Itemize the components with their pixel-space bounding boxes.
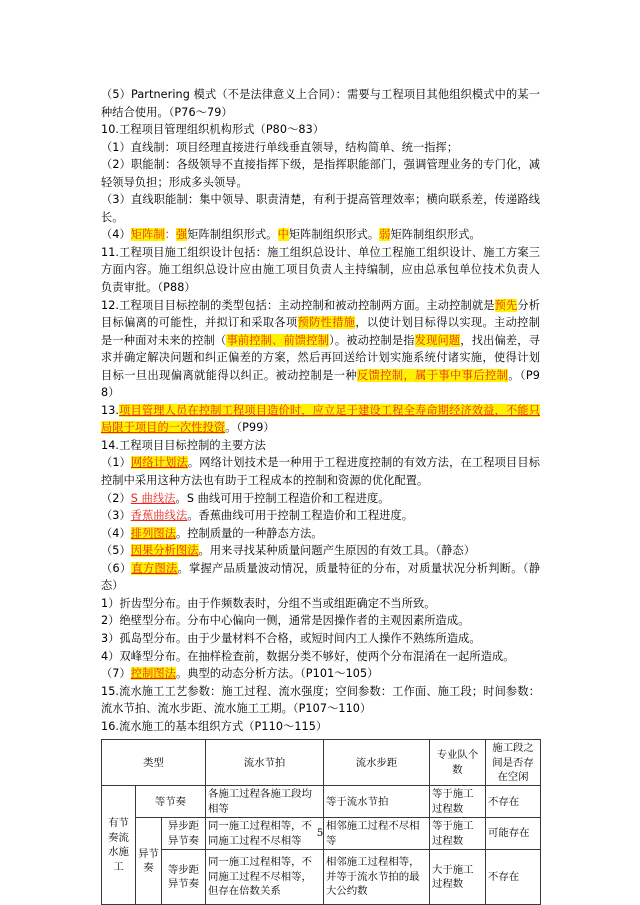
paragraph-item14-7 bbox=[101, 665, 540, 683]
list-marker: （4） bbox=[101, 526, 131, 540]
paragraph-item14-3 bbox=[101, 507, 540, 525]
highlight-medium: 中 bbox=[277, 228, 289, 242]
paragraph-item14-4 bbox=[101, 525, 540, 543]
paragraph-text: （1）直线制：项目经理直接进行单线垂直领导，结构简单、统一指挥； bbox=[101, 140, 459, 154]
paragraph-item12 bbox=[101, 297, 540, 402]
paragraph-text: 。（P99） bbox=[225, 421, 275, 435]
paragraph-item10-2 bbox=[101, 156, 540, 191]
paragraph-item14-5 bbox=[101, 542, 540, 560]
paragraph-text: 。（P98） bbox=[101, 368, 540, 400]
list-marker: （3） bbox=[101, 509, 131, 523]
paragraph-item11 bbox=[101, 244, 540, 297]
table-header-cell-step: 流水步距 bbox=[324, 740, 430, 786]
paragraph-item14-2 bbox=[101, 490, 540, 508]
paragraph-item14-6 bbox=[101, 560, 540, 595]
paragraph-text: （5）Partnering 模式（不是法律意义上合同）：需要与工程项目其他组织模式中的某一种结合使用。（P76～79） bbox=[101, 88, 540, 119]
paragraph-item10-heading bbox=[101, 121, 540, 139]
paragraph-text: （2）职能制：各级领导不直接指挥下级，是指挥职能部门，强调管理业务的专门化，减轻领导负担；形成多头领导。 bbox=[101, 158, 540, 189]
paragraph-distribution-2 bbox=[101, 612, 540, 630]
paragraph-text: 。典型的动态分析方法。（P101～105） bbox=[175, 667, 379, 681]
highlight-control-chart-method: 控制图法 bbox=[130, 667, 176, 681]
highlight-feedforward-control: 事前控制、前馈控制 bbox=[226, 333, 330, 347]
paragraph-item15 bbox=[101, 683, 540, 718]
highlight-pareto-method: 排列图法 bbox=[130, 526, 176, 540]
paragraph-text: 分析目标偏离的可能性，并拟订和采取各项 bbox=[101, 298, 541, 330]
list-marker: （4） bbox=[101, 228, 131, 242]
paragraph-text: 16.流水施工的基本组织方式（P110～115） bbox=[101, 719, 328, 733]
paragraph-text: 。掌握产品质量波动情况，质量特征的分布，对质量状况分析判断。（静态） bbox=[101, 561, 541, 593]
highlight-weak: 弱 bbox=[379, 228, 391, 242]
paragraph-item14-heading bbox=[101, 437, 540, 455]
paragraph-text: 。S 曲线可用于控制工程造价和工程进度。 bbox=[175, 491, 390, 505]
table-row bbox=[102, 850, 541, 905]
table-cell-group-label: 有节奏流水施工 bbox=[102, 786, 136, 905]
segment-text: 矩阵制组织形式。 bbox=[187, 228, 278, 242]
paragraph-text: 。网络计划技术是一种用于工程进度控制的有效方法，在工程项目目标控制中采用这种方法也有助于工程成本的控制和资源的优化配置。 bbox=[101, 456, 540, 488]
table-row bbox=[102, 786, 541, 818]
list-marker: （1） bbox=[101, 456, 132, 470]
table-cell-step: 等于流水节拍 bbox=[324, 786, 430, 818]
paragraph-distribution-4 bbox=[101, 648, 540, 666]
table-cell-sub-equal-step: 等步距异节奏 bbox=[162, 850, 206, 905]
table-cell-gap: 可能存在 bbox=[486, 818, 541, 850]
table-cell-rhythm: 各施工过程各施工段均相等 bbox=[206, 786, 324, 818]
paragraph-text: ，找出偏差，寻求并确定解决问题和纠正偏差的方案，然后再回送给计划实施系统付诸实施，使得计划目标一旦出现偏离就能得以纠正。被动控制是一种 bbox=[101, 333, 540, 382]
paragraph-partnering bbox=[101, 86, 540, 121]
paragraph-item10-4 bbox=[101, 226, 540, 244]
segment-text: 矩阵制组织形式。 bbox=[390, 228, 481, 242]
table-cell-teams: 等于施工过程数 bbox=[430, 786, 486, 818]
table-header-cell-gap: 施工段之间是否存在空闲 bbox=[486, 740, 541, 786]
highlight-histogram-method: 直方图法 bbox=[131, 561, 178, 575]
page-number: 5 bbox=[316, 828, 324, 839]
highlight-lifecycle-cost: 项目管理人员在控制工程项目造价时，应立足于建设工程全寿命期经济效益，不能只局限于项目的一次性投资 bbox=[101, 403, 540, 435]
paragraph-distribution-3 bbox=[101, 630, 540, 648]
segment-text: 矩阵制组织形式。 bbox=[288, 228, 380, 242]
list-marker: （5） bbox=[101, 544, 131, 558]
table-header-cell-rhythm: 流水节拍 bbox=[206, 740, 324, 786]
paragraph-text: 3）孤岛型分布。由于少量材料不合格，或短时间内工人操作不熟练所造成。 bbox=[101, 631, 481, 645]
paragraph-item16 bbox=[101, 718, 540, 736]
paragraph-text: 。香蕉曲线可用于控制工程造价和工程进度。 bbox=[187, 509, 414, 523]
table-cell-rhythm: 同一施工过程相等，不同施工过程不尽相等，但存在倍数关系 bbox=[206, 850, 324, 905]
paragraph-text: 10.工程项目管理组织机构形式（P80～83） bbox=[101, 123, 325, 137]
highlight-find-problem: 发现问题 bbox=[414, 333, 461, 347]
highlight-matrix-label: 矩阵制 bbox=[130, 228, 165, 242]
paragraph-text: 2）绝壁型分布。分布中心偏向一侧，通常是因操作者的主观因素所造成。 bbox=[101, 614, 470, 628]
highlight-cause-effect-method: 因果分析图法 bbox=[130, 544, 199, 558]
highlight-s-curve-method: S 曲线法 bbox=[130, 491, 176, 505]
list-marker: （6） bbox=[101, 561, 132, 575]
table-cell-teams: 等于施工过程数 bbox=[430, 818, 486, 850]
list-marker: （2） bbox=[101, 491, 131, 505]
paragraph-text: 。用来寻找某种质量问题产生原因的有效工具。（静态） bbox=[198, 544, 476, 558]
highlight-banana-curve-method: 香蕉曲线法 bbox=[130, 509, 188, 523]
paragraph-text: 11.工程项目施工组织设计包括：施工组织总设计、单位工程施工组织设计、施工方案三方面内容。施工组织总设计应由施工项目负责人主持编制，应由总承包单位技术负责人负责审批。（P88） bbox=[101, 245, 540, 295]
paragraph-text: 12.工程项目目标控制的类型包括：主动控制和被动控制两方面。主动控制就是 bbox=[101, 298, 495, 312]
table-cell-sub-diff-step: 异步距异节奏 bbox=[162, 818, 206, 850]
punctuation: ： bbox=[164, 228, 176, 242]
highlight-network-plan-method: 网络计划法 bbox=[131, 456, 188, 470]
table-cell-step: 相邻施工过程不尽相等 bbox=[324, 818, 430, 850]
paragraph-text: 1）折齿型分布。由于作频数表时，分组不当或组距确定不当所致。 bbox=[101, 596, 436, 610]
table-cell-sub-diff-rhythm: 异节奏 bbox=[136, 818, 162, 905]
paragraph-text: 。控制质量的一种静态方法。 bbox=[175, 526, 323, 540]
flow-construction-table bbox=[101, 739, 541, 905]
highlight-yuxian: 预先 bbox=[494, 298, 518, 312]
paragraph-text: ）。被动控制是指 bbox=[329, 333, 415, 347]
paragraph-item10-3 bbox=[101, 191, 540, 226]
table-cell-step: 相邻施工过程相等，并等于流水节拍的最大公约数 bbox=[324, 850, 430, 905]
paragraph-text: ，以使计划目标得以实现。主动控制是一种面对未来的控制（ bbox=[101, 316, 540, 347]
list-marker: 13. bbox=[101, 403, 120, 417]
table-cell-rhythm: 同一施工过程相等，不同施工过程不尽相等 bbox=[206, 818, 324, 850]
table-cell-teams: 大于施工过程数 bbox=[430, 850, 486, 905]
paragraph-text: （3）直线职能制：集中领导、职责清楚，有利于提高管理效率；横向联系差，传递路线长。 bbox=[101, 193, 540, 224]
table-cell-gap: 不存在 bbox=[486, 786, 541, 818]
flow-construction-table-wrapper bbox=[101, 739, 540, 905]
paragraph-item14-1 bbox=[101, 454, 540, 489]
paragraph-text: 15.流水施工工艺参数：施工过程、流水强度；空间参数：工作面、施工段；时间参数：流水节拍、流水步距、流水施工工期。（P107～110） bbox=[101, 684, 540, 716]
table-header-cell-type: 类型 bbox=[102, 740, 206, 786]
table-cell-gap: 不存在 bbox=[486, 850, 541, 905]
document-body bbox=[101, 86, 540, 735]
list-marker: （7） bbox=[101, 667, 131, 681]
paragraph-text: 14.工程项目目标控制的主要方法 bbox=[101, 438, 266, 452]
highlight-feedback-control: 反馈控制，属于事中事后控制 bbox=[356, 368, 509, 382]
paragraph-distribution-1 bbox=[101, 595, 540, 613]
table-cell-sub-equal-rhythm: 等节奏 bbox=[136, 786, 206, 818]
paragraph-item10-1 bbox=[101, 139, 540, 157]
table-header-cell-teams: 专业队个数 bbox=[430, 740, 486, 786]
paragraph-text: 4）双峰型分布。在抽样检查前，数据分类不够好，使两个分布混淆在一起所造成。 bbox=[101, 649, 515, 663]
highlight-preventive-measures: 预防性措施 bbox=[297, 316, 356, 330]
table-header-row bbox=[102, 740, 541, 786]
paragraph-item13 bbox=[101, 402, 540, 437]
highlight-strong: 强 bbox=[175, 228, 188, 242]
